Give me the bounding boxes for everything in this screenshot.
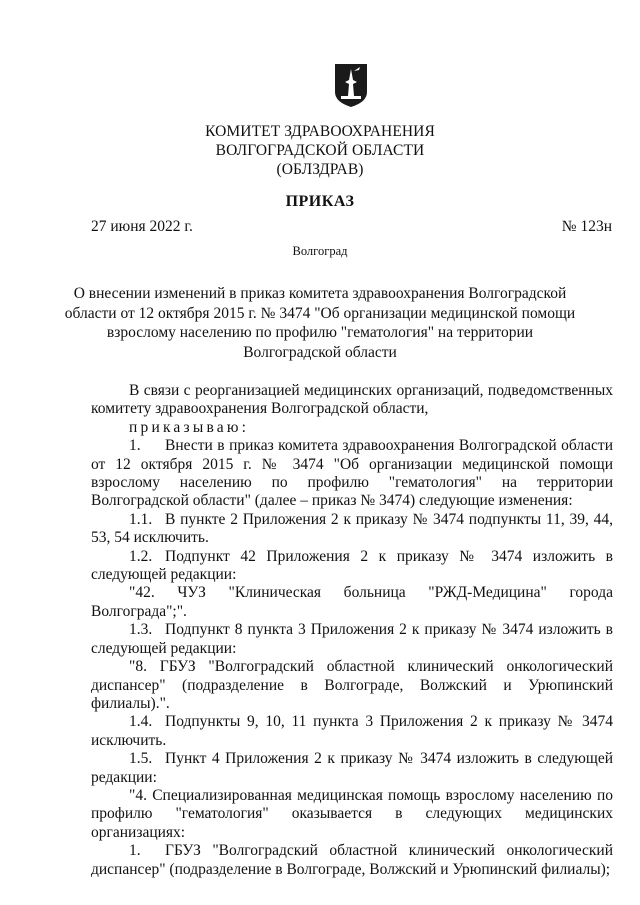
paragraph-number: 1.1. (129, 510, 153, 528)
document-city: Волгоград (292, 244, 348, 258)
paragraph-number: 1.4. (129, 713, 153, 731)
header-line-2: ВОЛГОГРАДСКОЙ ОБЛАСТИ (215, 142, 425, 159)
paragraph-1-4 (91, 713, 613, 750)
paragraph-text: Внести в приказ комитета здравоохранения Волгоградской области от 12 октября 2015 г. № 3474 "Об организации медицинской помощи взрослому населению по профилю "гематология" на территории Волгоградской области" (далее – приказ № 3474) следующие изменения: (91, 437, 613, 510)
paragraph-1 (91, 437, 613, 511)
paragraph-1-2-quote: "42. ЧУЗ "Клиническая больница "РЖД-Медицина" города Волгограда";". (91, 584, 613, 620)
order-word: приказываю: (129, 418, 250, 436)
paragraph-text: Подпункты 9, 10, 11 пункта 3 Приложения 2 к приказу № 3474 исключить. (91, 713, 613, 749)
paragraph-1-5-quote: "4. Специализированная медицинская помощь взрослому населению по профилю "гематология" оказывается в следующих медицинских организациях: (91, 786, 613, 841)
document-date: 27 июня 2022 г. (91, 218, 193, 235)
list-item-text: ГБУЗ "Волгоградский областной клинический онкологический диспансер" (подразделение в Волгограде, Волжский и Урюпинский филиалы); (91, 842, 613, 878)
document-body (91, 382, 613, 879)
intro-paragraph: В связи с реорганизацией медицинских организаций, подведомственных комитету здравоохранения Волгоградской области, (91, 382, 613, 418)
paragraph-text: Подпункт 8 пункта 3 Приложения 2 к приказу № 3474 изложить в следующей редакции: (91, 621, 613, 657)
list-item-1 (91, 842, 613, 879)
paragraph-number: 1. (129, 437, 141, 455)
paragraph-number: 1.2. (129, 547, 153, 565)
paragraph-text: Пункт 4 Приложения 2 к приказу № 3474 изложить в следующей редакции: (91, 750, 613, 786)
header-line-3: (ОБЛЗДРАВ) (276, 161, 364, 178)
document-number: № 123н (561, 218, 612, 235)
coat-of-arms-icon (333, 62, 369, 108)
list-item-number: 1. (129, 842, 141, 860)
paragraph-1-3 (91, 621, 613, 658)
paragraph-text: Подпункт 42 Приложения 2 к приказу № 3474 изложить в следующей редакции: (91, 547, 613, 584)
paragraph-1-3-quote: "8. ГБУЗ "Волгоградский областной клинический онкологический диспансер" (подразделение в Волгограде, Волжский и Урюпинский филиалы).". (91, 658, 613, 712)
paragraph-1-1 (91, 511, 613, 548)
header-line-1: КОМИТЕТ ЗДРАВООХРАНЕНИЯ (205, 123, 435, 140)
document-type-title: ПРИКАЗ (285, 193, 355, 210)
paragraph-text: В пункте 2 Приложения 2 к приказу № 3474 подпункты 11, 39, 44, 53, 54 исключить. (91, 510, 613, 547)
paragraph-1-5 (91, 750, 613, 787)
paragraph-1-2 (91, 548, 613, 585)
paragraph-number: 1.5. (129, 750, 153, 768)
document-subject: О внесении изменений в приказ комитета здравоохранения Волгоградской области от 12 октября 2015 г. № 3474 "Об организации медицинской помощи взрослому населению по профилю "гематология" на территории Волгоградской области (64, 285, 576, 361)
paragraph-number: 1.3. (129, 621, 153, 639)
